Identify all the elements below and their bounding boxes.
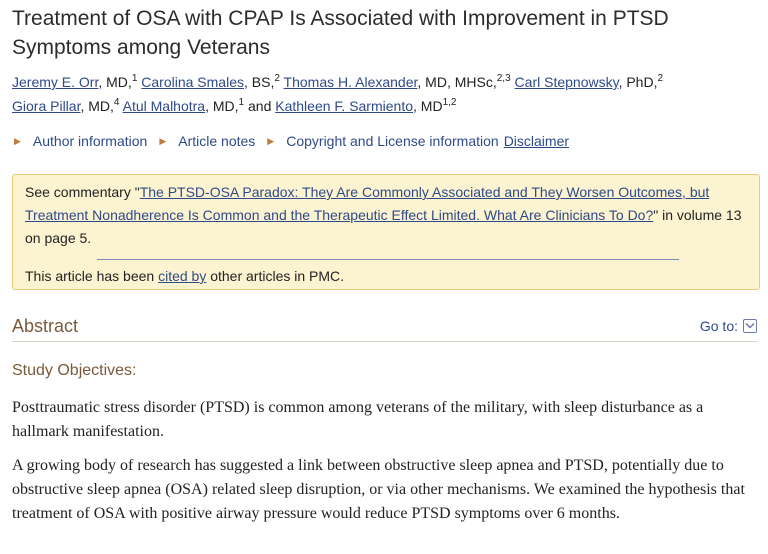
author-degree: , MD,: [98, 74, 132, 90]
author-affiliation: 1,2: [442, 97, 457, 108]
commentary-link[interactable]: The PTSD-OSA Paradox: They Are Commonly Associated and They Worsen Outcomes, but Treatment Nonadherence Is Common and the Therapeutic Effect Limited. What Are Clinicians To Do?: [25, 184, 710, 223]
study-objectives-heading: Study Objectives:: [12, 362, 137, 379]
author-affiliation: 1: [238, 97, 245, 108]
article-title: Treatment of OSA with CPAP Is Associated with Improvement in PTSD Symptoms among Veterans: [12, 7, 669, 59]
author-link[interactable]: Thomas H. Alexander: [283, 74, 418, 90]
author-degree: , MD, MHSc,: [417, 74, 497, 90]
author-degree: , PhD,: [618, 74, 658, 90]
goto-label: Go to:: [699, 318, 738, 334]
commentary-prefix: See commentary ": [25, 184, 140, 200]
author-affiliation: 2: [274, 73, 280, 84]
commentary-suffix: " in volume 13 on page 5.: [25, 207, 742, 246]
expand-triangle-icon: ▶: [267, 136, 275, 146]
disclaimer-link[interactable]: Disclaimer: [503, 133, 570, 149]
cited-suffix: other articles in PMC.: [206, 268, 345, 284]
author-information-toggle[interactable]: Author information: [32, 133, 148, 149]
abstract-heading: Abstract: [12, 316, 79, 336]
author-affiliation: 2: [657, 73, 664, 84]
abstract-header: [12, 313, 757, 342]
author-list: [12, 70, 757, 118]
commentary-notice: [25, 181, 747, 250]
expand-triangle-icon: ▶: [14, 136, 21, 146]
author-degree: , BS,: [243, 74, 275, 90]
author-link[interactable]: Carolina Smales: [141, 74, 244, 90]
author-link[interactable]: Carl Stepnowsky: [514, 74, 619, 90]
article-meta-links: [12, 131, 569, 151]
goto-menu-button[interactable]: [700, 316, 757, 336]
expand-triangle-icon: ▶: [159, 136, 167, 146]
author-link[interactable]: Giora Pillar: [12, 98, 81, 114]
author-link[interactable]: Kathleen F. Sarmiento: [275, 98, 413, 114]
author-affiliation: 4: [113, 97, 120, 108]
author-affiliation: 1: [131, 73, 138, 84]
author-degree: , MD: [413, 98, 443, 114]
abstract-paragraph: Posttraumatic stress disorder (PTSD) is common among veterans of the military, with sleep disturbance as a hallmark manifestation.: [12, 399, 704, 440]
author-link[interactable]: Atul Malhotra: [122, 98, 206, 114]
commentary-notice-box: [12, 174, 760, 290]
author-degree: , MD,: [205, 98, 239, 114]
cited-by-notice: [25, 265, 344, 288]
article-notes-toggle[interactable]: Article notes: [178, 133, 256, 149]
authors-and: and: [248, 98, 272, 114]
notice-divider: [97, 259, 679, 260]
author-degree: , MD,: [80, 98, 114, 114]
author-link[interactable]: Jeremy E. Orr: [12, 74, 99, 90]
cited-prefix: This article has been: [25, 268, 159, 284]
author-affiliation: 2,3: [496, 73, 511, 84]
copyright-license-toggle[interactable]: Copyright and License information: [286, 133, 499, 149]
chevron-down-icon: [743, 319, 757, 333]
abstract-paragraph: A growing body of research has suggested a link between obstructive sleep apnea and PTSD, potentially due to obstructive sleep apnea (OSA) related sleep disruption, or via other mechanisms. We examined the hypothesis that treatment of OSA with positive airway pressure would reduce PTSD symptoms over 6 months.: [12, 457, 745, 522]
cited-by-link[interactable]: cited by: [158, 268, 207, 284]
